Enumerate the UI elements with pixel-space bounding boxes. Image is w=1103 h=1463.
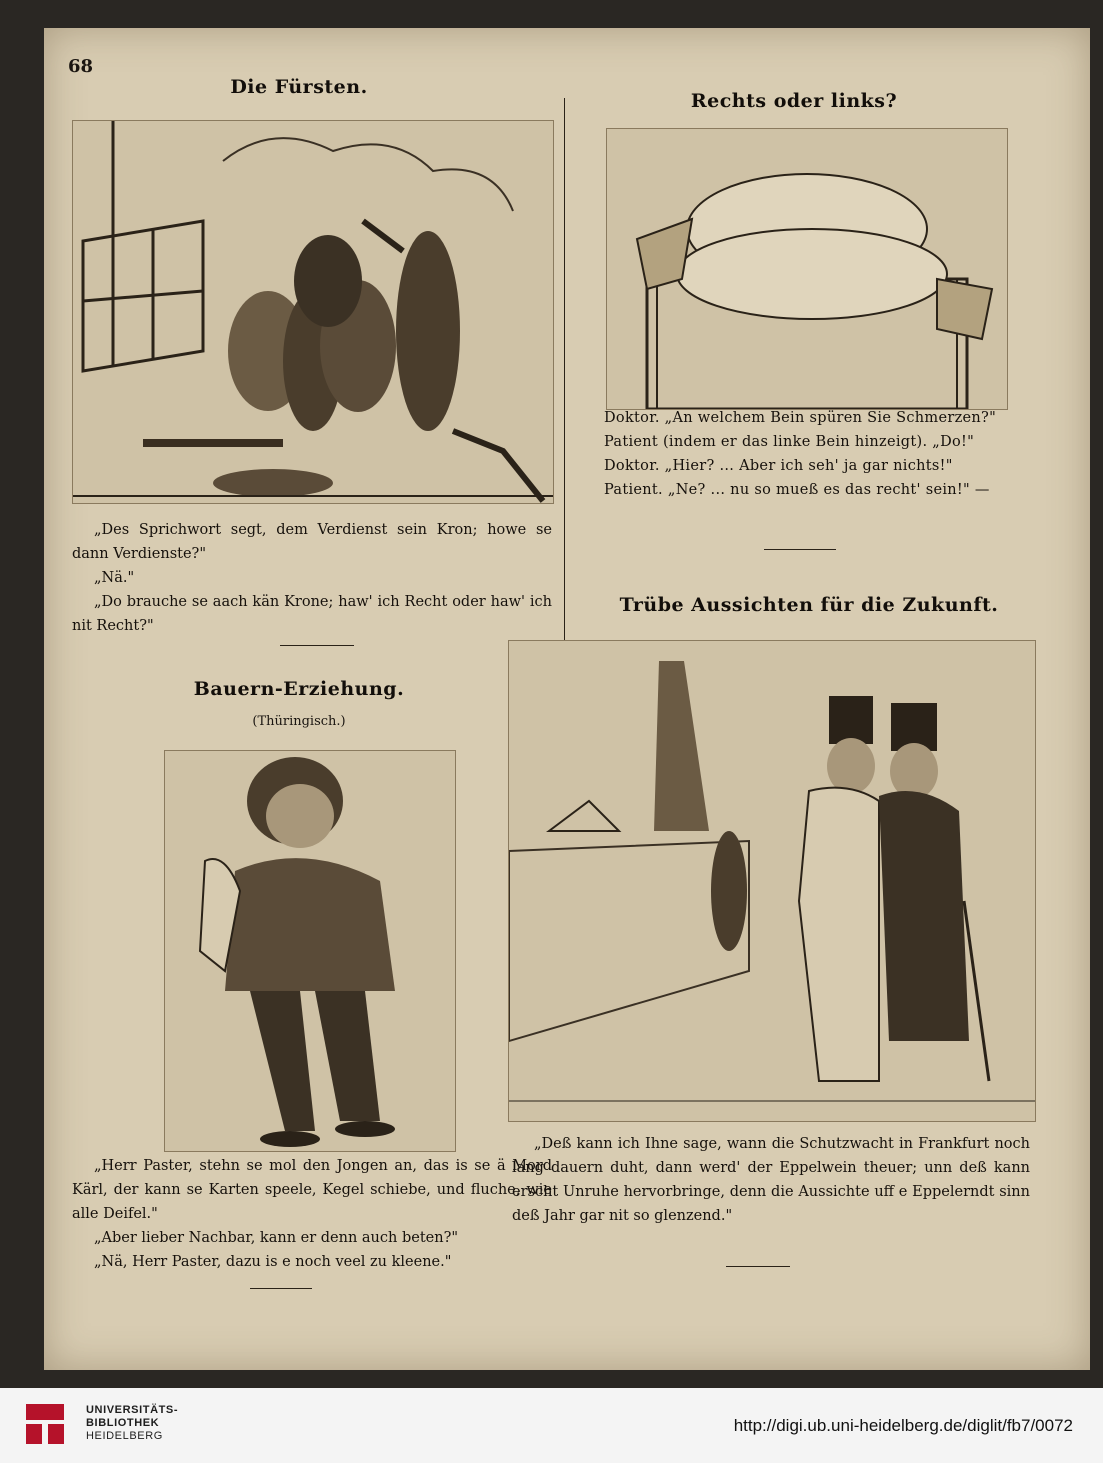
- separator-rule: [250, 1288, 312, 1289]
- line-rechts-3: Doktor. „Hier? ... Aber ich seh' ja gar nichts!": [604, 458, 953, 474]
- separator-rule: [764, 549, 836, 550]
- separator-rule: [726, 1266, 790, 1267]
- text-fuersten: [72, 518, 552, 638]
- text-bauern: [72, 1154, 552, 1274]
- page-number: 68: [68, 56, 94, 77]
- illustration-zwei-herren: [508, 640, 1036, 1122]
- illustration-fuersten: [72, 120, 554, 504]
- illustration-bauernjunge: [164, 750, 456, 1152]
- line-bauern-3: „Nä, Herr Paster, dazu is e noch veel zu kleene.": [94, 1254, 452, 1270]
- line-fuersten-3: „Do brauche se aach kän Krone; haw' ich Recht oder haw' ich nit Recht?": [72, 594, 552, 634]
- line-bauern-1: „Herr Paster, stehn se mol den Jongen an, das is se ä Mord Kärl, der kann se Karten speele, Kegel schiebe, und fluche, wie alle Deifel.": [72, 1158, 552, 1222]
- title-die-fuersten: Die Fürsten.: [230, 76, 368, 98]
- line-truebe-1: „Deß kann ich Ihne sage, wann die Schutzwacht in Frankfurt noch lang dauern duht, dann werd' der Eppelwein theuer; unn deß kann erscht Unruhe hervorbringe, denn die Aussichte uff e Eppelerndt sinn deß Jahr gar nit so glenzend.": [512, 1136, 1030, 1224]
- logo-line-2: BIBLIOTHEK: [86, 1417, 160, 1429]
- line-rechts-2: Patient (indem er das linke Bein hinzeigt). „Do!": [604, 434, 975, 450]
- logo-line-1: UNIVERSITÄTS-: [86, 1404, 179, 1416]
- title-rechts-oder-links: Rechts oder links?: [690, 90, 898, 112]
- line-fuersten-1: „Des Sprichwort segt, dem Verdienst sein Kron; howe se dann Verdienste?": [72, 522, 552, 562]
- logo-line-3: HEIDELBERG: [86, 1430, 163, 1442]
- source-url-link[interactable]: http://digi.ub.uni-heidelberg.de/diglit/fb7/0072: [733, 1416, 1073, 1435]
- line-rechts-4: Patient. „Ne? ... nu so mueß es das recht' sein!" —: [604, 482, 990, 498]
- university-library-logo-icon: [22, 1400, 68, 1448]
- title-bauern-erziehung: Bauern-Erziehung.: [193, 678, 405, 700]
- separator-rule: [280, 645, 354, 646]
- text-truebe-aussichten: [512, 1132, 1030, 1228]
- text-rechts-oder-links: [582, 406, 1030, 502]
- column-divider: [564, 98, 565, 718]
- illustration-beine: [606, 128, 1008, 410]
- footer-bar: [0, 1388, 1103, 1463]
- subtitle-thueringisch: (Thüringisch.): [252, 714, 346, 729]
- university-library-name: [86, 1404, 178, 1443]
- line-bauern-2: „Aber lieber Nachbar, kann er denn auch beten?": [94, 1230, 459, 1246]
- newspaper-page: [44, 28, 1090, 1370]
- line-rechts-1: Doktor. „An welchem Bein spüren Sie Schmerzen?": [604, 410, 997, 426]
- line-fuersten-2: „Nä.": [94, 570, 135, 586]
- title-truebe-aussichten: Trübe Aussichten für die Zukunft.: [619, 594, 999, 616]
